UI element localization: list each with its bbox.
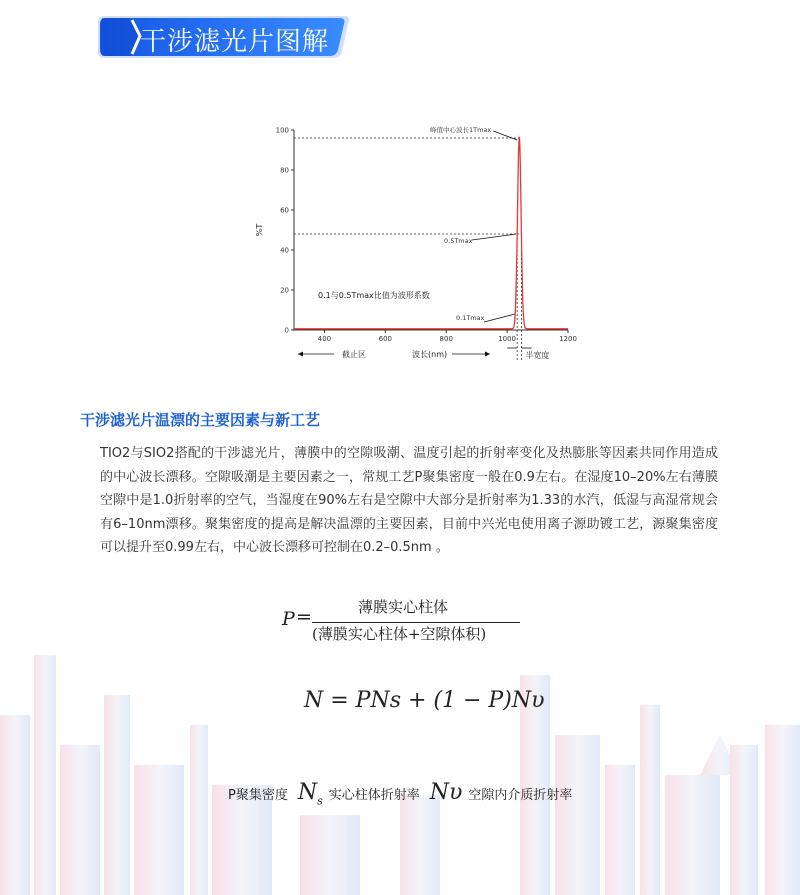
y-tick-label: 20: [280, 286, 289, 295]
half-arrow: [472, 234, 516, 240]
formula-denominator: (薄膜实心柱体+空隙体积): [312, 625, 487, 643]
x-tick-label: 400: [317, 335, 332, 343]
transmission-curve: [294, 137, 568, 329]
section-heading: 干涉滤光片温漂的主要因素与新工艺: [80, 411, 321, 429]
cutoff-arrowhead: [298, 352, 303, 357]
legend-ns-label: 实心柱体折射率: [328, 788, 420, 803]
banner-title: 干涉滤光片图解: [140, 27, 330, 57]
x-tick-label: 1000: [498, 335, 517, 343]
legend-nv-symbol: Nυ: [429, 780, 463, 805]
cutoff-label: 截止区: [342, 350, 366, 359]
formula-equals: =: [296, 606, 312, 628]
ratio-note: 0.1与0.5Tmax比值为波形系数: [318, 291, 430, 300]
tenth-arrow: [484, 314, 515, 322]
symbol-legend: [228, 780, 572, 807]
y-tick-label: 0: [284, 326, 289, 335]
y-tick-label: 100: [275, 126, 289, 135]
y-tick-label: 40: [280, 246, 289, 255]
y-axis-label: %T: [255, 223, 264, 237]
legend-p-label: P聚集密度: [228, 788, 288, 803]
wavelength-arrowhead: [485, 352, 490, 357]
transmission-chart: [250, 118, 580, 368]
legend-nv-label: 空隙内介质折射率: [468, 788, 573, 803]
formula-lhs: P: [282, 608, 295, 630]
fwhm-label: 半宽度: [525, 351, 550, 360]
x-tick-label: 800: [439, 335, 453, 343]
peak-arrow: [493, 131, 517, 140]
refractive-index-formula: N = PNs + (1 − P)Nυ: [304, 688, 545, 713]
tenth-annotation: 0.1Tmax: [456, 314, 485, 322]
title-banner: [96, 14, 356, 60]
legend-ns-symbol: $N_s$: [297, 780, 323, 808]
half-annotation: 0.5Tmax: [444, 237, 473, 245]
y-tick-label: 60: [280, 206, 289, 215]
formula-numerator: 薄膜实心柱体: [358, 598, 449, 616]
x-tick-label: 1200: [559, 335, 577, 343]
x-axis-label: 波长(nm): [412, 350, 448, 359]
body-paragraph: TIO2与SIO2搭配的干涉滤光片，薄膜中的空隙吸潮、温度引起的折射率变化及热膨胀等因素共同作用造成的中心波长漂移。空隙吸潮是主要因素之一，常规工艺P聚集密度一般在0.9左右。在湿度10–20%左右薄膜空隙中是1.0折射率的空气，当湿度在90%左右是空隙中大部分是折射率为1.33的水汽，低湿与高湿常规会有6–10nm漂移。聚集密度的提高是解决温漂的主要因素，目前中兴光电使用离子源助镀工艺，源聚集密度可以提升至0.99左右，中心波长漂移可控制在0.2–0.5nm 。: [100, 446, 718, 556]
peak-annotation: 峰值中心波长1Tmax: [430, 126, 492, 134]
x-tick-label: 600: [378, 335, 393, 343]
y-tick-label: 80: [280, 166, 289, 175]
